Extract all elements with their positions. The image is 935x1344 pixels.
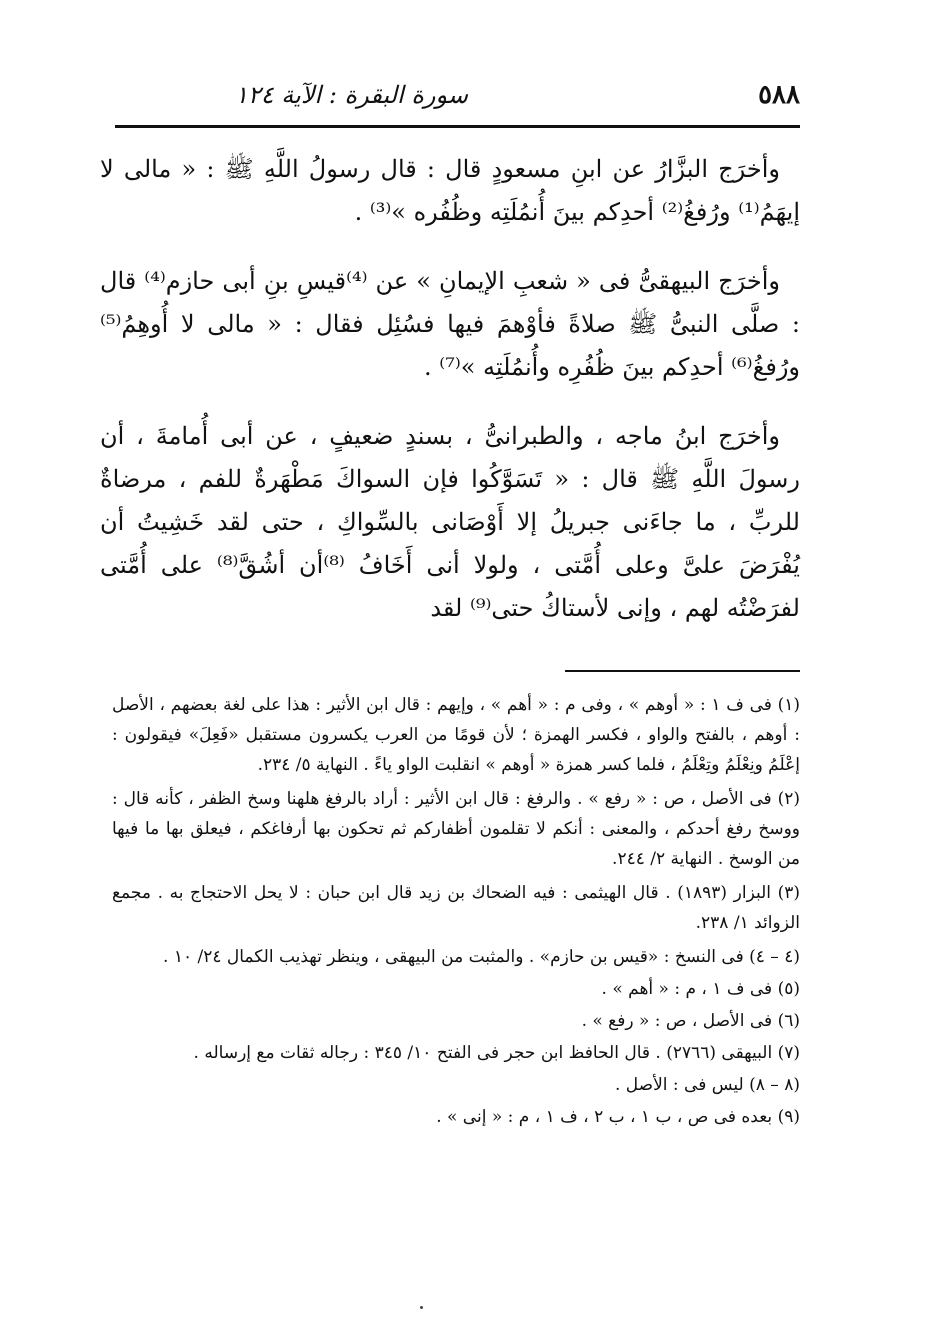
footnote: (٨ – ٨) ليس فى : الأصل . xyxy=(614,1075,800,1095)
footnote: (٩) بعده فى ص ، ب ١ ، ب ٢ ، ف ١ ، م : « إنى » . xyxy=(436,1107,800,1127)
scan-speck xyxy=(420,1306,423,1309)
page-header xyxy=(115,70,800,120)
page-number: ٥٨٨ xyxy=(758,80,800,110)
header-rule xyxy=(115,125,800,128)
footnote: (٢) فى الأصل ، ص : « رفع » . والرفغ : قال ابن الأثير : أراد بالرفغ هلهنا وسخ الظفر ، كأنه قال : ووسخ رفغ أحدكم ، والمعنى : أنكم لا تقلمون أظفاركم ثم تحكون بها أرفاغكم ، فيعلق بها ما فيها من الوسخ . النهاية ٢/ ٢٤٤. xyxy=(112,789,800,869)
footnote: (٤ – ٤) فى النسخ : «قيس بن حازم» . والمثبت من البيهقى ، وينظر تهذيب الكمال ٢٤/ ١٠ . xyxy=(163,947,800,967)
paragraph: وأخرَج البزَّارُ عن ابنِ مسعودٍ قال : قال رسولُ اللَّهِ ﷺ : « مالى لا إيهَمُ⁽¹⁾ ورُفغُ⁽²⁾ أحدِكم بينَ أُنمُلَتِه وظُفُره »⁽³⁾ . xyxy=(100,155,800,226)
running-title: سورة البقرة : الآية ١٢٤ xyxy=(235,81,469,109)
footnote: (١) فى ف ١ : « أوهم » ، وفى م : « أهم » ، وإيهم : قال ابن الأثير : هذا على لغة بعضهم ، الأصل : أوهم ، بالفتح والواو ، فكسر الهمزة ؛ لأن قومًا من العرب يكسرون مستقبل «فَعِلَ» فيقولون : إعْلَمُ ونِعْلَمُ وتِعْلَمُ ، فلما كسر همزة « أوهم » انقلبت الواو ياءً . النهاية ٥/ ٢٣٤. xyxy=(112,695,800,775)
footnotes xyxy=(112,690,800,1134)
footnote: (٦) فى الأصل ، ص : « رفع » . xyxy=(581,1011,800,1031)
main-text xyxy=(100,148,800,656)
paragraph: وأخرَج البيهقىُّ فى « شعبِ الإيمانِ » عن ⁽⁴⁾قيسِ بنِ أبى حازم⁽⁴⁾ قال : صلَّى النبىُّ ﷺ صلاةً فأوْهمَ فيها فسُئِل فقال : « مالى لا أُوهِمُ⁽⁵⁾ ورُفغُ⁽⁶⁾ أحدِكم بينَ ظُفُرِه وأُنمُلَتِه »⁽⁷⁾ . xyxy=(100,267,800,381)
footnote: (٣) البزار (١٨٩٣) . قال الهيثمى : فيه الضحاك بن زيد قال ابن حبان : لا يحل الاحتجاج به . مجمع الزوائد ١/ ٢٣٨. xyxy=(112,883,801,933)
paragraph: وأخرَج ابنُ ماجه ، والطبرانىُّ ، بسندٍ ضعيفٍ ، عن أبى أُمامةَ ، أن رسولَ اللَّهِ ﷺ قال : « تَسَوَّكُوا فإن السواكَ مَطْهَرةٌ للفم ، مرضاةٌ للربِّ ، ما جاءَنى جبريلُ إلا أَوْصَانى بالسِّواكِ ، حتى لقد خَشِيتُ أن يُفْرَضَ علىَّ وعلى أُمَّتى ، ولولا أنى أَخَافُ ⁽⁸⁾أن أشُقَّ⁽⁸⁾ على أُمَّتى لفرَضْتُه لهم ، وإنى لأستاكُ حتى⁽⁹⁾ لقد xyxy=(100,422,800,622)
footnote: (٥) فى ف ١ ، م : « أهم » . xyxy=(601,979,800,999)
footnote: (٧) البيهقى (٢٧٦٦) . قال الحافظ ابن حجر فى الفتح ١٠/ ٣٤٥ : رجاله ثقات مع إرساله . xyxy=(193,1043,800,1063)
footnote-separator xyxy=(565,670,800,672)
